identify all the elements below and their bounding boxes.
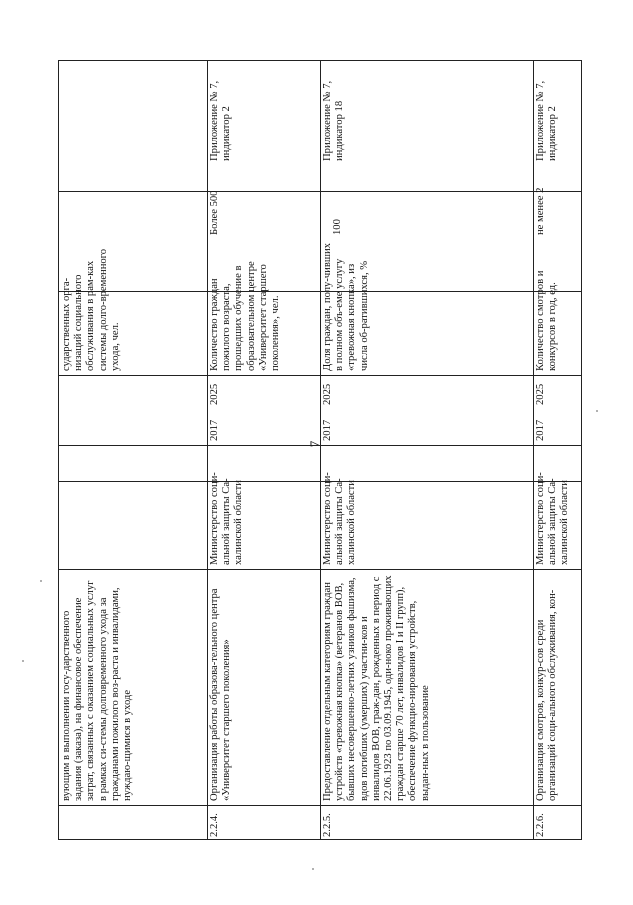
indicator-cell: Доля граждан, полу-чивших в полном объ-еме услугу «тревожная кнопка», из числа об-ратившихся, % (322, 243, 370, 371)
table-row (533, 61, 583, 841)
executor-cell (59, 445, 207, 569)
activity-cell: Организация работы образова-тельного центра «Университет старшего поколения» (209, 588, 233, 801)
page-number: 7 (307, 440, 322, 448)
end-year-cell (59, 375, 207, 409)
start-year-cell: 2017 (209, 419, 220, 441)
end-year-cell: 2025 (322, 383, 333, 405)
row-number (59, 805, 207, 841)
target-value-cell: 100 (332, 219, 343, 235)
activity-cell: Организация смотров, конкур-сов среди организаций соци-ального обслуживания, кон- (535, 589, 559, 801)
table-row (59, 61, 207, 841)
row-number: 2.2.5. (322, 813, 333, 837)
note-cell: Приложение № 7, индикатор 2 (209, 80, 233, 161)
start-year-cell: 2017 (535, 419, 546, 441)
scan-speck (22, 660, 24, 662)
activity-cell: вующим в выполнении госу-дарственного задания (заказа), на финансовое обеспечение затрат, связанных с оказанием социальных услуг в рамках си-стемы долговременного ухода за гражданами пожилого воз-раста и инвалидами, нуждаю-щимися в уходе (61, 580, 134, 801)
indicator-cell: сударственных орга-низаций социального обслуживания в рам-ках системы долго-временного ухода, чел. (61, 248, 121, 371)
note-cell (59, 61, 207, 165)
end-year-cell: 2025 (209, 383, 220, 405)
plan-table (58, 60, 582, 840)
executor-cell: Министерство соци-альной защиты Са-халинской области (535, 472, 571, 565)
target-value-cell: не менее 2 (535, 187, 546, 235)
start-year-cell (59, 409, 207, 445)
executor-cell: Министерство соци-альной защиты Са-халинской области (209, 472, 245, 565)
activity-cell: Предоставление отдельным категориям граждан устройств «тревожная кнопка» (ветеранов ВОВ, бывших несовершенно-летних узников фашизма, вдов погибших (умерших) участни-ков и инвалидов ВОВ, граж-дан, рожденных в период с 22.06.1923 по 03.09.1945, оди-ноко проживающих граждан старше 70 лет, инвалидов I и II групп), обеспечение функцио-нирования устройств, выдан-ных в пользование (322, 575, 431, 801)
table-row (320, 61, 533, 841)
target-value-cell (59, 165, 207, 239)
indicator-cell: Количество смотров и конкурсов в год, ед. (535, 270, 559, 371)
indicator-cell: Количество граждан пожилого возраста, прошедших обучение в образовательном центре «Университет старшего поколения», чел. (209, 261, 282, 371)
row-number: 2.2.6. (535, 813, 546, 837)
scan-speck (312, 868, 314, 870)
note-cell: Приложение № 7, индикатор 2 (535, 80, 559, 161)
scan-speck (596, 410, 598, 412)
executor-cell: Министерство соци-альной защиты Са-халинской области (322, 472, 358, 565)
scan-speck (40, 580, 42, 582)
row-number: 2.2.4. (209, 813, 220, 837)
target-value-cell: Более 500 (209, 190, 220, 235)
note-cell: Приложение № 7, индикатор 18 (322, 80, 346, 161)
start-year-cell: 2017 (322, 419, 333, 441)
table-row (207, 61, 320, 841)
end-year-cell: 2025 (535, 383, 546, 405)
